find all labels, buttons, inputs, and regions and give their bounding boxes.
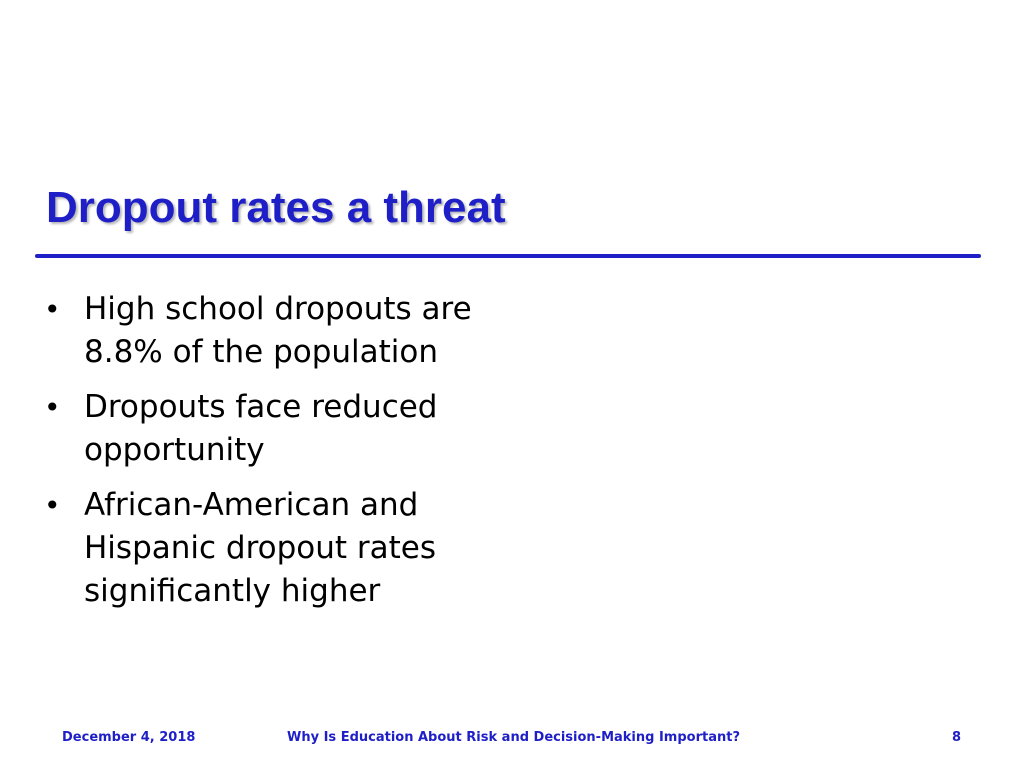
bullet-text: High school dropouts are 8.8% of the population (84, 291, 472, 370)
bullet-item (40, 288, 510, 374)
bullet-text: Dropouts face reduced opportunity (84, 389, 438, 468)
bullet-item (40, 484, 510, 613)
title-divider (35, 254, 981, 258)
bullet-list (40, 288, 510, 625)
slide-title: Dropout rates a threat (46, 183, 506, 232)
bullet-item (40, 386, 510, 472)
footer-date: December 4, 2018 (62, 730, 196, 745)
bullet-icon: • (44, 391, 61, 424)
bullet-icon: • (44, 489, 61, 522)
bullet-text: African-American and Hispanic dropout rates significantly higher (84, 487, 437, 609)
page-number: 8 (952, 730, 962, 745)
footer-title: Why Is Education About Risk and Decision-Making Important? (287, 730, 740, 745)
bullet-icon: • (44, 293, 61, 326)
